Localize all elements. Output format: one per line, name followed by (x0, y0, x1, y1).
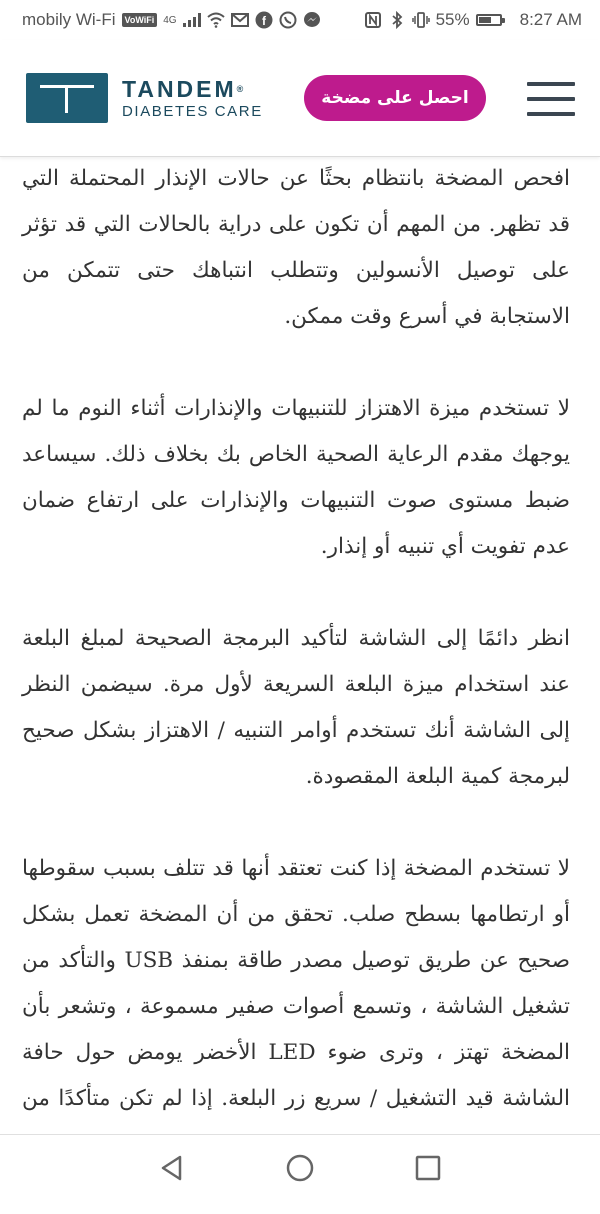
status-bar (0, 0, 600, 40)
home-circle-icon[interactable] (285, 1153, 315, 1183)
status-left (22, 10, 321, 30)
whatsapp-icon (279, 11, 297, 29)
brand-logo-text[interactable] (122, 77, 263, 121)
paragraph-quick-bolus: انظر دائمًا إلى الشاشة لتأكيد البرمجة الصحيحة لمبلغ البلعة عند استخدام ميزة البلعة السريعة لأول مرة. سيضمن النظر إلى الشاشة أنك تستخدم أوامر التنبيه / الاهتزاز بشكل صحيح لبرمجة كمية البلعة المقصودة. (22, 626, 570, 789)
system-nav-bar (0, 1134, 600, 1201)
wifi-icon (207, 11, 225, 29)
battery-percent: 55% (435, 10, 470, 29)
article-content (22, 156, 570, 1134)
facebook-icon (255, 11, 273, 29)
vibrate-icon (412, 11, 430, 29)
clock: 8:27 AM (519, 10, 582, 29)
bluetooth-icon (388, 11, 406, 29)
brand-subtitle: DIABETES CARE (122, 103, 263, 120)
brand-name: TANDEM® (122, 76, 244, 102)
recents-square-icon[interactable] (413, 1153, 443, 1183)
tandem-logo-icon[interactable] (26, 73, 108, 123)
messenger-icon (303, 11, 321, 29)
status-right (364, 10, 582, 30)
get-pump-button[interactable]: احصل على مضخة (304, 75, 486, 121)
network-type: 4G (163, 14, 177, 26)
vowifi-badge: VoWiFi (122, 13, 158, 27)
email-icon (231, 11, 249, 29)
nfc-icon (364, 11, 382, 29)
paragraph-vibrate-sleep: لا تستخدم ميزة الاهتزاز للتنبيهات والإنذارات أثناء النوم ما لم يوجهك مقدم الرعاية الصحية الخاص بك بخلاف ذلك. سيساعد ضبط مستوى صوت التنبيهات والإنذارات على ارتفاع ضمان عدم تفويت أي تنبيه أو إنذار. (22, 396, 570, 559)
battery-icon (476, 14, 502, 26)
hamburger-menu-icon[interactable] (527, 82, 575, 116)
signal-icon (183, 13, 201, 27)
back-triangle-icon[interactable] (157, 1153, 187, 1183)
carrier-label: mobily Wi-Fi (22, 10, 116, 29)
svg-text:f: f (261, 14, 266, 28)
paragraph-alarm-check: افحص المضخة بانتظام بحثًا عن حالات الإنذار المحتملة التي قد تظهر. من المهم أن تكون على دراية بالحالات التي قد تؤثر على توصيل الأنسولين وتتطلب انتباهك حتى تتمكن من الاستجابة في أسرع وقت ممكن. (22, 166, 570, 329)
paragraph-damaged-pump: لا تستخدم المضخة إذا كنت تعتقد أنها قد تتلف بسبب سقوطها أو ارتطامها بسطح صلب. تحقق من أن المضخة تعمل بشكل صحيح عن طريق توصيل مصدر طاقة بمنفذ USB والتأكد من تشغيل الشاشة ، وتسمع أصوات صفير مسموعة ، وتشعر بأن المضخة تهتز ، وترى ضوء LED الأخضر يومض حول حافة الشاشة قيد التشغيل / سريع زر البلعة. إذا لم تكن متأكدًا من (22, 856, 571, 1111)
site-header (0, 40, 600, 157)
